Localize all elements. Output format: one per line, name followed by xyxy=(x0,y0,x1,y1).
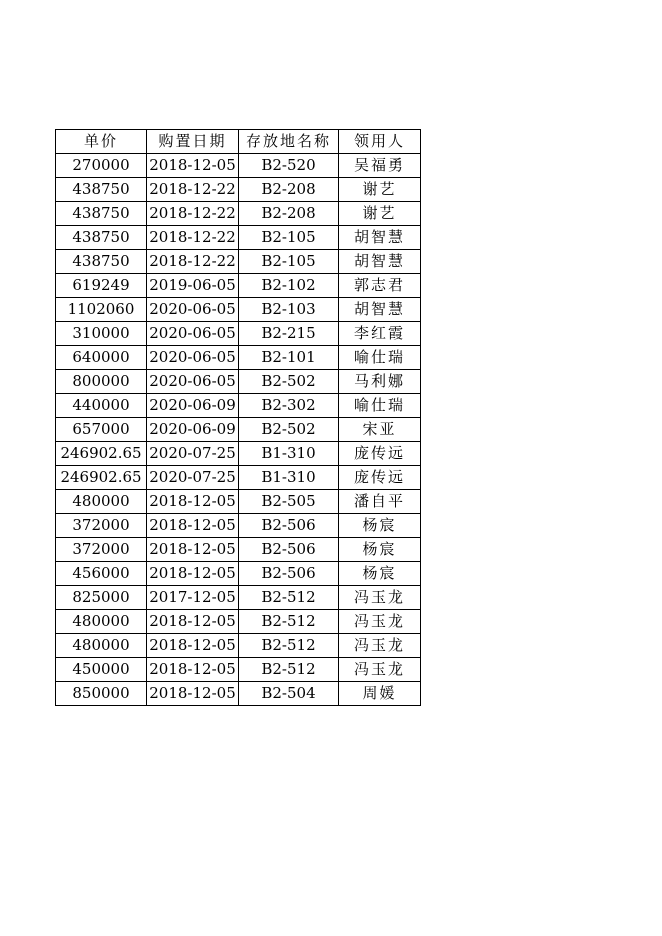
storage-location-cell[interactable]: B2-208 xyxy=(239,202,339,226)
table-row xyxy=(56,202,421,226)
recipient-cell[interactable]: 谢艺 xyxy=(339,202,421,226)
table-row xyxy=(56,370,421,394)
storage-location-cell[interactable]: B1-310 xyxy=(239,442,339,466)
recipient-cell[interactable]: 杨宸 xyxy=(339,538,421,562)
table-row xyxy=(56,490,421,514)
recipient-cell[interactable]: 胡智慧 xyxy=(339,250,421,274)
storage-location-cell[interactable]: B2-512 xyxy=(239,658,339,682)
unit-price-cell[interactable]: 480000 xyxy=(56,634,147,658)
table-row xyxy=(56,154,421,178)
purchase-date-cell[interactable]: 2020-06-09 xyxy=(147,394,239,418)
storage-location-cell[interactable]: B2-512 xyxy=(239,586,339,610)
purchase-date-cell[interactable]: 2018-12-05 xyxy=(147,490,239,514)
unit-price-cell[interactable]: 438750 xyxy=(56,226,147,250)
purchase-date-cell[interactable]: 2019-06-05 xyxy=(147,274,239,298)
table-row xyxy=(56,298,421,322)
table-row xyxy=(56,442,421,466)
header-recipient[interactable]: 领用人 xyxy=(339,130,421,154)
table-row xyxy=(56,682,421,706)
table-row xyxy=(56,250,421,274)
storage-location-cell[interactable]: B2-504 xyxy=(239,682,339,706)
storage-location-cell[interactable]: B2-512 xyxy=(239,634,339,658)
storage-location-cell[interactable]: B2-512 xyxy=(239,610,339,634)
unit-price-cell[interactable]: 438750 xyxy=(56,178,147,202)
unit-price-cell[interactable]: 270000 xyxy=(56,154,147,178)
recipient-cell[interactable]: 马利娜 xyxy=(339,370,421,394)
unit-price-cell[interactable]: 850000 xyxy=(56,682,147,706)
asset-table xyxy=(55,129,421,706)
unit-price-cell[interactable]: 800000 xyxy=(56,370,147,394)
purchase-date-cell[interactable]: 2018-12-22 xyxy=(147,226,239,250)
recipient-cell[interactable]: 庞传远 xyxy=(339,466,421,490)
header-unit-price[interactable]: 单价 xyxy=(56,130,147,154)
table-row xyxy=(56,514,421,538)
unit-price-cell[interactable]: 372000 xyxy=(56,538,147,562)
unit-price-cell[interactable]: 480000 xyxy=(56,610,147,634)
purchase-date-cell[interactable]: 2017-12-05 xyxy=(147,586,239,610)
purchase-date-cell[interactable]: 2018-12-22 xyxy=(147,178,239,202)
table-row xyxy=(56,322,421,346)
unit-price-cell[interactable]: 619249 xyxy=(56,274,147,298)
recipient-cell[interactable]: 杨宸 xyxy=(339,514,421,538)
table-body xyxy=(56,154,421,706)
recipient-cell[interactable]: 冯玉龙 xyxy=(339,658,421,682)
table-row xyxy=(56,466,421,490)
purchase-date-cell[interactable]: 2018-12-05 xyxy=(147,562,239,586)
table-row xyxy=(56,610,421,634)
header-storage-location[interactable]: 存放地名称 xyxy=(239,130,339,154)
purchase-date-cell[interactable]: 2018-12-05 xyxy=(147,610,239,634)
table-row xyxy=(56,634,421,658)
storage-location-cell[interactable]: B2-506 xyxy=(239,538,339,562)
unit-price-cell[interactable]: 1102060 xyxy=(56,298,147,322)
storage-location-cell[interactable]: B2-506 xyxy=(239,562,339,586)
header-purchase-date[interactable]: 购置日期 xyxy=(147,130,239,154)
recipient-cell[interactable]: 郭志君 xyxy=(339,274,421,298)
table-row xyxy=(56,394,421,418)
recipient-cell[interactable]: 潘自平 xyxy=(339,490,421,514)
storage-location-cell[interactable]: B2-102 xyxy=(239,274,339,298)
recipient-cell[interactable]: 喻仕瑞 xyxy=(339,394,421,418)
unit-price-cell[interactable]: 657000 xyxy=(56,418,147,442)
recipient-cell[interactable]: 李红霞 xyxy=(339,322,421,346)
table-row xyxy=(56,562,421,586)
table-row xyxy=(56,346,421,370)
table-row xyxy=(56,274,421,298)
storage-location-cell[interactable]: B2-502 xyxy=(239,418,339,442)
storage-location-cell[interactable]: B2-215 xyxy=(239,322,339,346)
storage-location-cell[interactable]: B1-310 xyxy=(239,466,339,490)
recipient-cell[interactable]: 谢艺 xyxy=(339,178,421,202)
unit-price-cell[interactable]: 480000 xyxy=(56,490,147,514)
purchase-date-cell[interactable]: 2018-12-22 xyxy=(147,202,239,226)
storage-location-cell[interactable]: B2-103 xyxy=(239,298,339,322)
unit-price-cell[interactable]: 640000 xyxy=(56,346,147,370)
purchase-date-cell[interactable]: 2020-06-05 xyxy=(147,346,239,370)
recipient-cell[interactable]: 庞传远 xyxy=(339,442,421,466)
table-row xyxy=(56,658,421,682)
unit-price-cell[interactable]: 438750 xyxy=(56,250,147,274)
table-row xyxy=(56,418,421,442)
recipient-cell[interactable]: 宋亚 xyxy=(339,418,421,442)
unit-price-cell[interactable]: 372000 xyxy=(56,514,147,538)
storage-location-cell[interactable]: B2-105 xyxy=(239,226,339,250)
purchase-date-cell[interactable]: 2020-07-25 xyxy=(147,466,239,490)
recipient-cell[interactable]: 胡智慧 xyxy=(339,298,421,322)
unit-price-cell[interactable]: 450000 xyxy=(56,658,147,682)
recipient-cell[interactable]: 冯玉龙 xyxy=(339,586,421,610)
storage-location-cell[interactable]: B2-208 xyxy=(239,178,339,202)
storage-location-cell[interactable]: B2-302 xyxy=(239,394,339,418)
storage-location-cell[interactable]: B2-105 xyxy=(239,250,339,274)
table-row xyxy=(56,538,421,562)
recipient-cell[interactable]: 胡智慧 xyxy=(339,226,421,250)
purchase-date-cell[interactable]: 2018-12-05 xyxy=(147,682,239,706)
unit-price-cell[interactable]: 246902.65 xyxy=(56,466,147,490)
storage-location-cell[interactable]: B2-506 xyxy=(239,514,339,538)
recipient-cell[interactable]: 冯玉龙 xyxy=(339,634,421,658)
purchase-date-cell[interactable]: 2018-12-05 xyxy=(147,514,239,538)
purchase-date-cell[interactable]: 2020-07-25 xyxy=(147,442,239,466)
unit-price-cell[interactable]: 825000 xyxy=(56,586,147,610)
recipient-cell[interactable]: 吴福勇 xyxy=(339,154,421,178)
recipient-cell[interactable]: 周媛 xyxy=(339,682,421,706)
purchase-date-cell[interactable]: 2020-06-05 xyxy=(147,298,239,322)
recipient-cell[interactable]: 喻仕瑞 xyxy=(339,346,421,370)
unit-price-cell[interactable]: 438750 xyxy=(56,202,147,226)
storage-location-cell[interactable]: B2-502 xyxy=(239,370,339,394)
purchase-date-cell[interactable]: 2020-06-09 xyxy=(147,418,239,442)
purchase-date-cell[interactable]: 2020-06-05 xyxy=(147,370,239,394)
unit-price-cell[interactable]: 246902.65 xyxy=(56,442,147,466)
purchase-date-cell[interactable]: 2018-12-05 xyxy=(147,154,239,178)
purchase-date-cell[interactable]: 2018-12-05 xyxy=(147,658,239,682)
unit-price-cell[interactable]: 440000 xyxy=(56,394,147,418)
recipient-cell[interactable]: 冯玉龙 xyxy=(339,610,421,634)
purchase-date-cell[interactable]: 2018-12-22 xyxy=(147,250,239,274)
unit-price-cell[interactable]: 456000 xyxy=(56,562,147,586)
table-row xyxy=(56,178,421,202)
table-row xyxy=(56,226,421,250)
table-row xyxy=(56,586,421,610)
purchase-date-cell[interactable]: 2018-12-05 xyxy=(147,634,239,658)
storage-location-cell[interactable]: B2-520 xyxy=(239,154,339,178)
purchase-date-cell[interactable]: 2020-06-05 xyxy=(147,322,239,346)
storage-location-cell[interactable]: B2-101 xyxy=(239,346,339,370)
purchase-date-cell[interactable]: 2018-12-05 xyxy=(147,538,239,562)
unit-price-cell[interactable]: 310000 xyxy=(56,322,147,346)
recipient-cell[interactable]: 杨宸 xyxy=(339,562,421,586)
header-row xyxy=(56,130,421,154)
storage-location-cell[interactable]: B2-505 xyxy=(239,490,339,514)
